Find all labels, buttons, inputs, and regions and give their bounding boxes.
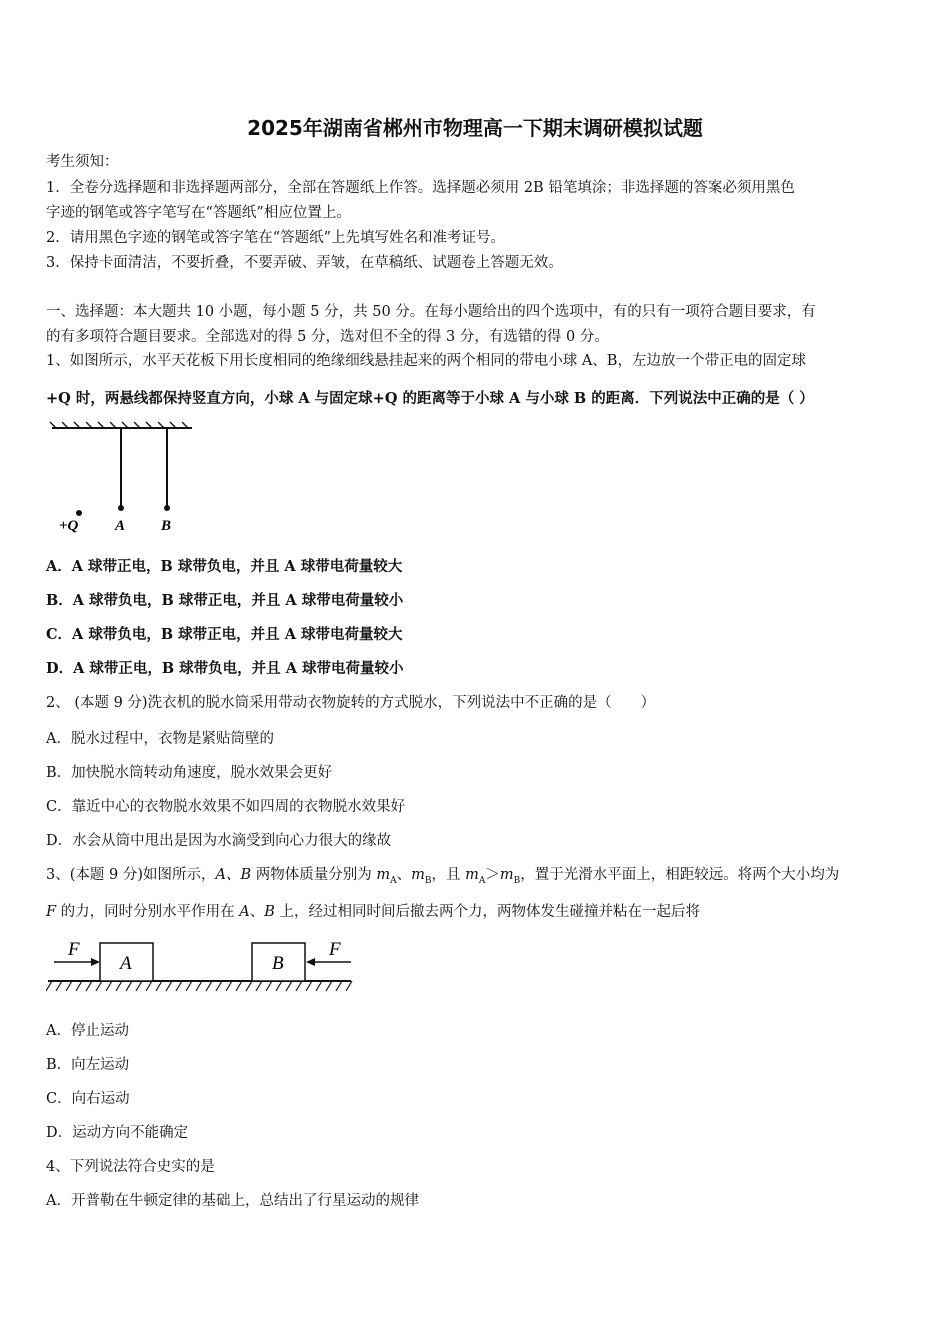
q2-option-a: A．脱水过程中，衣物是紧贴筒壁的 (46, 731, 274, 747)
q2-option-b: B．加快脱水筒转动角速度，脱水效果会更好 (46, 765, 333, 781)
q1-option-a: A．A 球带正电，B 球带负电，并且 A 球带电荷量较大 (46, 558, 403, 575)
q4-stem: 4、下列说法符合史实的是 (46, 1159, 215, 1175)
label-b: B (161, 518, 172, 534)
section-intro-2: 的有多项符合题目要求。全部选对的得 5 分，选对但不全的得 3 分，有选错的得 0 分。 (46, 329, 609, 345)
section-intro-1: 一、选择题：本大题共 10 小题，每小题 5 分，共 50 分。在每小题给出的四个选项中，有的只有一项符合题目要求，有 (46, 304, 816, 320)
q1-figure (46, 418, 196, 538)
notice-heading: 考生须知： (46, 154, 119, 170)
q2-option-d: D．水会从筒中甩出是因为水滴受到向心力很大的缘故 (46, 833, 392, 849)
force-left-label: F (68, 939, 80, 960)
q3-figure (46, 935, 356, 997)
q2-option-c: C．靠近中心的衣物脱水效果不如四周的衣物脱水效果好 (46, 799, 406, 815)
q1-option-c: C．A 球带负电，B 球带正电，并且 A 球带电荷量较大 (46, 626, 403, 643)
q1-option-b: B．A 球带负电，B 球带正电，并且 A 球带电荷量较小 (46, 592, 404, 609)
q3-stem-1: 3、(本题 9 分)如图所示，A、B 两物体质量分别为 $m_A$、$m_B$，且 $m_A>m_B$，置于光滑水平面上，相距较远。将两个大小均为 (46, 867, 840, 886)
q3-option-d: D．运动方向不能确定 (46, 1125, 189, 1141)
notice-item-2: 2．请用黑色字迹的钢笔或答字笔在“答题纸”上先填写姓名和准考证号。 (46, 230, 506, 246)
block-b-label: B (272, 953, 284, 974)
q1-stem-2: +Q 时，两悬线都保持竖直方向，小球 A 与固定球+Q 的距离等于小球 A 与小球 B 的距离．下列说法中正确的是（ ） (46, 390, 814, 407)
charge-q (76, 510, 82, 516)
force-right-label: F (329, 939, 341, 960)
notice-item-3: 3．保持卡面清洁，不要折叠，不要弄破、弄皱，在草稿纸、试题卷上答题无效。 (46, 255, 563, 271)
q3-stem-2: F 的力，同时分别水平作用在 A、B 上，经过相同时间后撤去两个力，两物体发生碰撞并粘在一起后将 (46, 904, 701, 920)
q1-option-d: D．A 球带正电，B 球带负电，并且 A 球带电荷量较小 (46, 660, 404, 677)
q2-stem: 2、 (本题 9 分)洗衣机的脱水筒采用带动衣物旋转的方式脱水，下列说法中不正确的是（ ） (46, 695, 656, 711)
q3-option-a: A．停止运动 (46, 1023, 129, 1039)
label-a: A (115, 518, 126, 534)
q4-option-a: A．开普勒在牛顿定律的基础上，总结出了行星运动的规律 (46, 1193, 419, 1209)
q1-stem-1: 1、如图所示，水平天花板下用长度相同的绝缘细线悬挂起来的两个相同的带电小球 A、B，左边放一个带正电的固定球 (46, 353, 806, 369)
page-title: 2025年湖南省郴州市物理高一下期末调研模拟试题 (247, 116, 703, 140)
ball-b (164, 505, 170, 511)
ball-a (118, 505, 124, 511)
block-a-label: A (120, 953, 132, 974)
notice-item-1a: 1．全卷分选择题和非选择题两部分，全部在答题纸上作答。选择题必须用 2B 铅笔填涂；非选择题的答案必须用黑色 (46, 180, 795, 196)
q3-option-b: B．向左运动 (46, 1057, 130, 1073)
notice-item-1b: 字迹的钢笔或答字笔写在“答题纸”相应位置上。 (46, 205, 351, 221)
label-q: +Q (59, 518, 79, 534)
q3-option-c: C．向右运动 (46, 1091, 130, 1107)
